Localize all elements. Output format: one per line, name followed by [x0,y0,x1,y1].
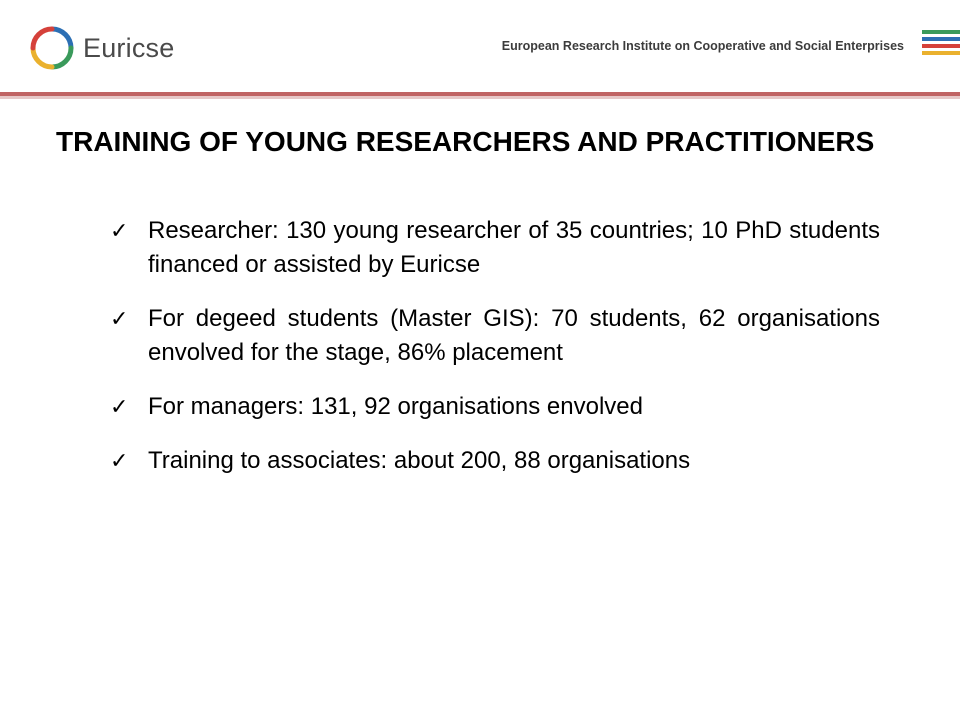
blue-stripe [922,37,960,41]
bullet-item-researchers [110,214,880,282]
slide-title: TRAINING OF YOUNG RESEARCHERS AND PRACTITIONERS [56,126,875,157]
bullet-item-associates [110,444,880,478]
bullet-item-managers [110,390,880,424]
bullet-item-degree-students [110,302,880,370]
check-icon: ✓ [110,448,129,473]
color-stripes [922,30,960,58]
check-icon: ✓ [110,306,129,331]
green-stripe [922,30,960,34]
logo-text: Euricse [83,32,175,63]
slide-header [0,0,960,92]
institute-name: European Research Institute on Cooperative and Social Enterprises [501,39,904,53]
bullet-text: Training to associates: about 200, 88 organisations [148,447,691,474]
yellow-stripe [922,51,960,55]
bullet-text: Researcher: 130 young researcher of 35 countries; 10 PhD students financed or assisted by Euricse [148,217,880,278]
bullet-list [110,214,880,498]
euricse-ring-icon [30,26,74,70]
bullet-text: For degeed students (Master GIS): 70 students, 62 organisations envolved for the stage, 86% placement [148,305,880,366]
header-divider-shadow [0,96,960,99]
euricse-logo [30,26,174,70]
bullet-text: For managers: 131, 92 organisations envolved [148,393,643,420]
check-icon: ✓ [110,218,129,243]
red-stripe [922,44,960,48]
check-icon: ✓ [110,394,129,419]
